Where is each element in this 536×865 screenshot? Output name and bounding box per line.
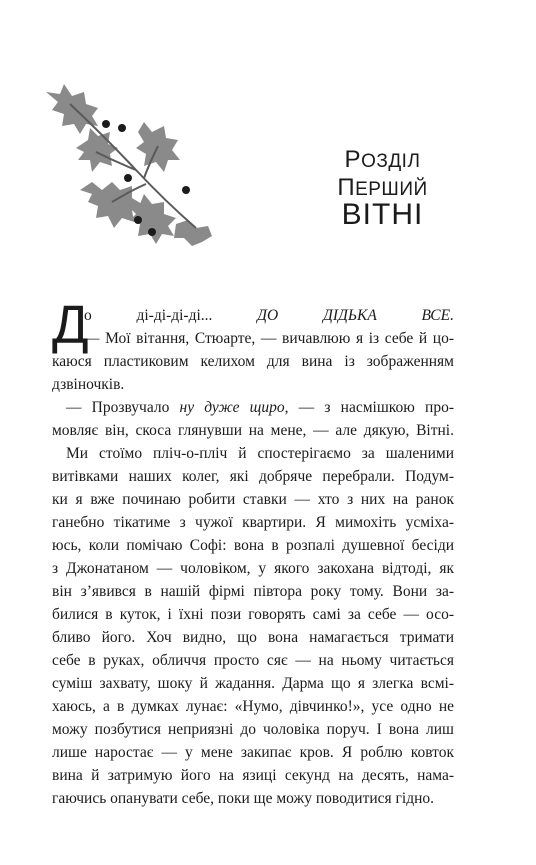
text-line bbox=[52, 580, 454, 603]
italic-text: ДО ДІДЬКА ВСЕ. bbox=[257, 307, 454, 324]
text-line bbox=[52, 396, 454, 419]
body-text bbox=[52, 304, 454, 810]
holly-berry bbox=[182, 186, 190, 194]
holly-berry bbox=[148, 228, 156, 236]
text-line bbox=[52, 764, 454, 787]
holly-berry bbox=[102, 120, 110, 128]
text-line bbox=[52, 511, 454, 534]
text-run: суміш захвату, шоку й жадання. Дарма що я злегка всмі- bbox=[52, 675, 454, 692]
text-run: — з насмішкою про- bbox=[288, 399, 454, 416]
text-run: він з’явився в нашій фірмі півтора року тому. Вони за- bbox=[52, 583, 454, 600]
italic-text: ну дуже щиро, bbox=[179, 399, 289, 416]
holly-leaf bbox=[174, 220, 212, 246]
text-run: гаючись опанувати себе, поки ще можу поводитися гідно. bbox=[52, 790, 435, 807]
text-line bbox=[52, 741, 454, 764]
text-run: Ми стоїмо пліч-о-пліч й спостерігаємо за шаленими bbox=[66, 445, 454, 462]
text-line bbox=[52, 718, 454, 741]
chapter-label-initial-2: П bbox=[337, 174, 356, 201]
text-line bbox=[52, 304, 454, 327]
text-run: з Джонатаном — чоловіком, у якого закохана відтоді, як bbox=[52, 560, 454, 577]
text-run: каюся пластиковим келихом для вина із зображенням bbox=[52, 353, 454, 370]
text-run: себе в руках, обличчя просто сяє — на ньому читається bbox=[52, 652, 454, 669]
text-line bbox=[52, 695, 454, 718]
text-run: дзвіночків. bbox=[52, 376, 125, 393]
text-run: мовляє він, скоса глянувши на мене, — але дякую, Вітні. bbox=[52, 422, 454, 439]
text-run: ганебно тікатиме з чужої квартири. Я мимохіть усміха- bbox=[52, 514, 454, 531]
holly-leaf bbox=[76, 128, 118, 172]
text-run: бливо його. Хоч видно, що вона намагається тримати bbox=[52, 629, 454, 646]
holly-leaf bbox=[80, 182, 142, 228]
text-line bbox=[52, 488, 454, 511]
text-line bbox=[52, 419, 454, 442]
text-run: можу позбутися неприязні до чоловіка поруч. І вона лиш bbox=[52, 721, 454, 738]
holly-berry bbox=[118, 124, 126, 132]
text-line bbox=[52, 672, 454, 695]
text-run: вина й затримую його на язиці секунд на десять, нама- bbox=[52, 767, 454, 784]
text-run: ки я вже починаю робити ставки — хто з них на ранок bbox=[52, 491, 454, 508]
text-line bbox=[52, 373, 454, 396]
chapter-label-initial: Р bbox=[344, 146, 362, 173]
text-line bbox=[52, 626, 454, 649]
text-run: — Мої вітання, Стюарте, — вичавлюю я із себе й цо- bbox=[84, 330, 454, 347]
text-line bbox=[52, 787, 454, 810]
chapter-title: ВІТНІ bbox=[341, 198, 424, 231]
chapter-label-word-2: ЕРШИЙ bbox=[355, 179, 428, 200]
text-run: витівками наших колег, які добряче перебрали. Подум- bbox=[52, 468, 454, 485]
text-run: юсь, коли помічаю Софі: вона в розпалі душевної бесіди bbox=[52, 537, 454, 554]
holly-berry bbox=[134, 216, 142, 224]
text-run: лише наростає — у мене закипає кров. Я роблю ковток bbox=[52, 744, 454, 761]
text-line bbox=[52, 603, 454, 626]
text-run: билися в куток, і їхні пози говорять самі за себе — осо- bbox=[52, 606, 454, 623]
drop-cap: Д bbox=[52, 295, 89, 355]
text-line bbox=[52, 534, 454, 557]
holly-illustration bbox=[36, 78, 226, 248]
text-line bbox=[52, 649, 454, 672]
text-run: хаюсь, а в думках лунає: «Нумо, дівчинко!», усе одно не bbox=[52, 698, 454, 715]
holly-leaf bbox=[46, 84, 98, 134]
chapter-label bbox=[300, 146, 465, 202]
chapter-label-word-1: ОЗДІЛ bbox=[361, 151, 421, 172]
holly-berry bbox=[124, 174, 132, 182]
text-line bbox=[52, 350, 454, 373]
text-line bbox=[52, 557, 454, 580]
text-line bbox=[52, 465, 454, 488]
text-line bbox=[52, 442, 454, 465]
text-line bbox=[52, 327, 454, 350]
text-run: — Прозвучало bbox=[66, 399, 180, 416]
text-run: о ді-ді-ді-ді... bbox=[84, 307, 258, 324]
